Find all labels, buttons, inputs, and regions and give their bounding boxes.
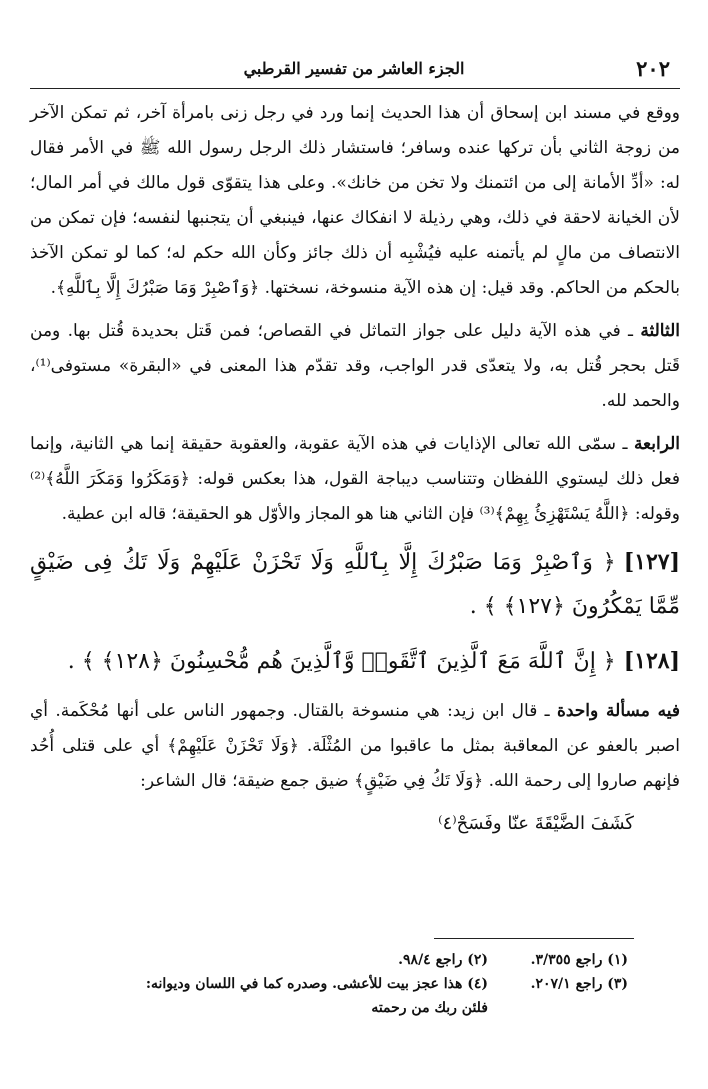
- verse-number-128: [١٢٨]: [623, 648, 680, 674]
- footnote-4-continuation: فلئن ربك من رحمته: [371, 1000, 488, 1016]
- verse-128-text: ﴿ إِنَّ ٱللَّهَ مَعَ ٱلَّذِينَ ٱتَّقَوا۟ وَّٱلَّذِينَ هُم مُّحْسِنُونَ ﴿١٢٨﴾ ﴾ .: [67, 649, 616, 674]
- footnote-row-1: [58, 948, 628, 972]
- section-lead-issue: فيه مسألة واحدة: [556, 701, 680, 721]
- verse-127: [30, 540, 680, 629]
- paragraph-fourth-text: ـ سمّى الله تعالى الإذايات في هذه الآية عقوبة، والعقوبة حقيقة إنما هي الثانية، وإنما فعل ذلك ليستوي اللفظان وتتناسب ديباجة القول، هذا بعكس قوله: ﴿وَمَكَرُوا وَمَكَرَ اللَّهُ﴾⁽²⁾ وقوله: ﴿اللَّهُ يَسْتَهْزِئُ بِهِمْ﴾⁽³⁾ فإن الثاني هنا هو المجاز والأوّل هو الحقيقة؛ قاله ابن عطية.: [30, 434, 680, 524]
- footnote-2: (٢) راجع ٩٨/٤.: [398, 952, 488, 968]
- footnote-3: (٣) راجع ٢٠٧/١.: [530, 976, 628, 992]
- paragraph-third: [30, 314, 680, 419]
- verse-number-127: [١٢٧]: [623, 549, 680, 575]
- paragraph-third-text: ـ في هذه الآية دليل على جواز التماثل في القصاص؛ فمن قَتل بحديدة قُتل بها. ومن قَتل بحجر قُتل به، ولا يتعدّى قدر الواجب، وقد تقدّم هذا المعنى في «البقرة» مستوفى⁽¹⁾، والحمد لله.: [30, 321, 680, 411]
- footnote-4: (٤) هذا عجز بيت للأعشى. وصدره كما في اللسان وديوانه:: [145, 976, 488, 992]
- header-divider: [30, 88, 680, 89]
- paragraph-issue: [30, 694, 680, 799]
- paragraph-issue-text: ـ قال ابن زيد: هي منسوخة بالقتال. وجمهور الناس على أنها مُحْكَمة. أي اصبر بالعفو عن المعاقبة بمثل ما عاقبوا من المُثْلَة. ﴿وَلَا تَحْزَنْ عَلَيْهِمْ﴾ أي على قتلى أُحُد فإنهم صاروا إلى رحمة الله. ﴿وَلَا تَكُ فِي ضَيْقٍ﴾ ضيق جمع ضيقة؛ قال الشاعر:: [30, 701, 680, 791]
- running-title: الجزء العاشر من تفسير القرطبي: [243, 59, 465, 78]
- poem-line: كَشَفَ الضَّيْقَةَ عنّا وفَسَحْ⁽٤⁾: [438, 813, 634, 834]
- footnotes: [58, 948, 628, 1020]
- footnote-1: (١) راجع ٣/٣٥٥.: [530, 952, 628, 968]
- page-number: ٢٠٢: [636, 56, 670, 81]
- footnote-row-2: [58, 972, 628, 996]
- verse-128: [30, 639, 680, 684]
- verse-127-text: ﴿ وَٱصْبِرْ وَمَا صَبْرُكَ إِلَّا بِٱللَّهِ وَلَا تَحْزَنْ عَلَيْهِمْ وَلَا تَكُ فِى ضَيْقٍ مِّمَّا يَمْكُرُونَ ﴿١٢٧﴾ ﴾ .: [30, 550, 680, 619]
- main-text: [30, 96, 680, 841]
- page-header: [30, 56, 678, 86]
- paragraph-fourth: [30, 427, 680, 532]
- section-lead-fourth: الرابعة: [633, 434, 680, 454]
- paragraph-1: ووقع في مسند ابن إسحاق أن هذا الحديث إنما ورد في رجل زنى بامرأة آخر، ثم تمكن الآخر من زوجة الثاني بأن تركها عنده وسافر؛ فاستشار ذلك الرجل رسول الله ﷺ في الأمر فقال له: «أدِّ الأمانة إلى من ائتمنك ولا تخن من خانك». وعلى هذا يتقوّى قول مالك في أمر المال؛ لأن الخيانة لاحقة في ذلك، وهي رذيلة لا انفكاك عنها، فينبغي أن يتجنبها لنفسه؛ فإن تمكن من الانتصاف من مالٍ لم يأتمنه عليه فيُشْبِه أن ذلك جائز وكأن الله حكم له؛ كما لو تمكن الآخذ بالحكم من الحاكم. وقد قيل: إن هذه الآية منسوخة، نسختها. ﴿وَٱصْبِرْ وَمَا صَبْرُكَ إِلَّا بِٱللَّهِ﴾.: [30, 103, 680, 298]
- footnote-divider: [434, 938, 634, 939]
- section-lead-third: الثالثة: [640, 321, 680, 341]
